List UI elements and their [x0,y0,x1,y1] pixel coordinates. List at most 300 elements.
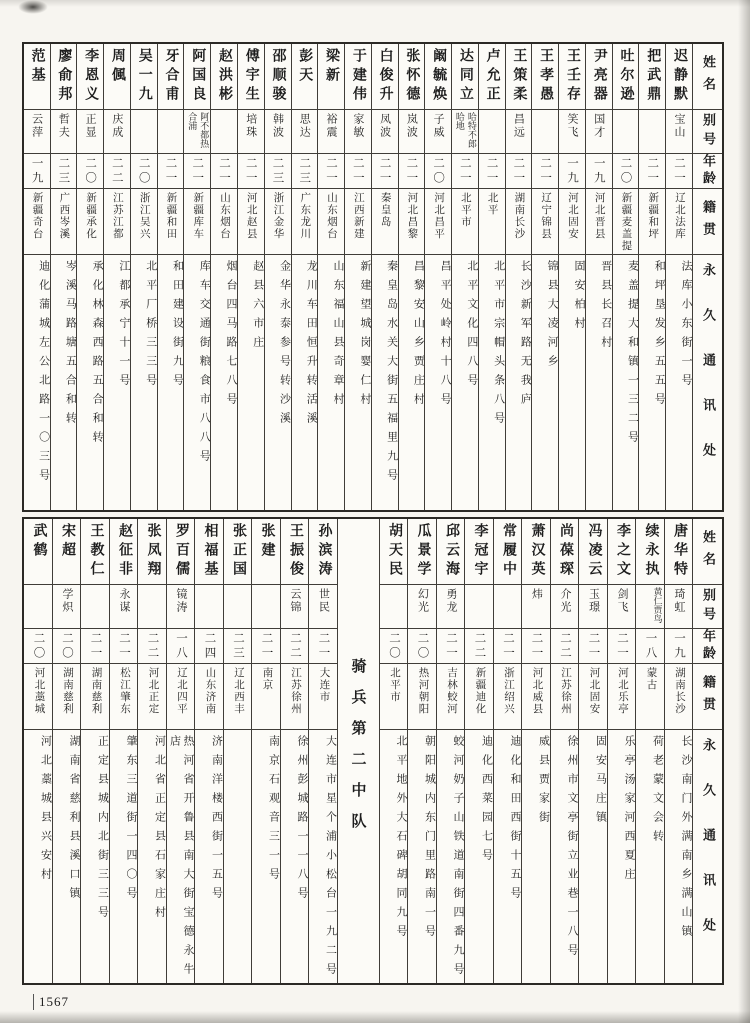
person-native-place: 河北乐亭 [608,664,636,730]
person-name: 瓜景学 [408,519,436,585]
person-age: 二一 [479,154,505,189]
person-name: 王教仁 [81,519,109,585]
person-alias: 国才 [586,110,612,154]
person-age: 二一 [252,629,280,664]
person-name: 彭天 [292,44,318,110]
person-native-place: 河北赵县 [238,189,264,255]
roster-table-lower [22,517,724,985]
person-column [407,519,436,983]
person-address: 承化林森西路五合和转 [91,260,104,450]
attribute-header-column [692,44,722,510]
person-column [52,519,81,983]
person-age: 二一 [666,154,692,189]
person-age: 二〇 [380,629,408,664]
person-alias: 学炽 [53,585,81,629]
person-native-place: 新疆麦盖提 [613,189,639,255]
person-age: 二一 [318,154,344,189]
person-native-place: 江苏徐州 [281,664,309,730]
person-age: 二一 [345,154,371,189]
person-alias: 宝山 [666,110,692,154]
person-name: 赵征非 [110,519,138,585]
header-native-place-label: 籍贯 [693,189,722,255]
person-alias [639,110,665,154]
person-alias [81,585,109,629]
person-name: 牙合甫 [158,44,184,110]
person-alias: 昌远 [506,110,532,154]
person-age: 二一 [309,629,337,664]
person-age: 二一 [81,629,109,664]
person-age: 二一 [506,154,532,189]
person-alias: 剑飞 [608,585,636,629]
person-name: 阿国良 [184,44,210,110]
person-native-place: 辽宁锦县 [532,189,558,255]
person-address: 山东福山县奇章村 [332,260,345,412]
person-native-place: 秦皇岛 [372,189,398,255]
person-alias: 岚波 [399,110,425,154]
person-address: 库车交通街粮食市八八号 [198,260,211,469]
person-name: 梁新 [318,44,344,110]
person-name: 张正国 [224,519,252,585]
person-name: 邵顺骏 [265,44,291,110]
person-age: 二一 [110,629,138,664]
person-column [223,519,252,983]
person-column [478,44,505,510]
person-native-place: 广东龙川 [292,189,318,255]
person-name: 周偑 [104,44,130,110]
person-age: 二〇 [408,629,436,664]
person-address: 河北省正定县石家庄村 [153,735,166,925]
person-native-place: 北平 [479,189,505,255]
person-alias: 镜涛 [167,585,195,629]
person-alias: 庆成 [104,110,130,154]
person-native-place: 江苏徐州 [551,664,579,730]
person-alias [24,585,52,629]
person-native-place: 浙江金华 [265,189,291,255]
person-address: 北平市宗帽头条八号 [492,260,505,431]
person-column [638,44,665,510]
person-native-place: 热河朝阳 [408,664,436,730]
person-column [505,44,532,510]
scan-smudge-top-left [18,0,48,14]
person-column [103,44,130,510]
person-alias: 永谋 [110,585,138,629]
person-native-place: 山东烟台 [211,189,237,255]
person-alias: 韩波 [265,110,291,154]
person-address: 龙川车田恒升转活溪 [305,260,318,431]
person-address: 北平厂桥三三号 [144,260,157,393]
person-age: 一八 [167,629,195,664]
person-age: 二三 [224,629,252,664]
header-address-label: 永久通讯处 [701,263,716,488]
person-native-place: 辽北西丰 [224,664,252,730]
person-address: 热河省开鲁县南大街宝德永牛店 [168,735,194,982]
person-name: 常履中 [494,519,522,585]
person-column [210,44,237,510]
person-address: 大连市星个浦小松台一九二号 [324,735,337,982]
person-column [194,519,223,983]
person-name: 罗百儒 [167,519,195,585]
person-age: 二二 [465,629,493,664]
person-address: 秦皇岛水关大街五福里九号 [385,260,398,488]
person-age: 二二 [551,629,579,664]
person-age: 二二 [281,629,309,664]
person-native-place: 湖南长沙 [665,664,693,730]
person-column [635,519,664,983]
roster-table-upper [22,42,724,512]
person-native-place: 新疆迪化 [465,664,493,730]
person-column [291,44,318,510]
person-name: 胡天民 [380,519,408,585]
person-name: 武鹤 [24,519,52,585]
person-name: 范基 [24,44,50,110]
person-alias [252,585,280,629]
person-native-place: 广西岑溪 [51,189,77,255]
person-column [130,44,157,510]
person-age: 二三 [265,154,291,189]
person-column [493,519,522,983]
person-alias: 裕震 [318,110,344,154]
person-name: 尚葆琛 [551,519,579,585]
person-column [424,44,451,510]
person-alias [532,110,558,154]
page-number: 1567 [33,994,69,1010]
person-age: 二〇 [53,629,81,664]
person-address: 正定县城内北街三三号 [96,735,109,925]
person-address: 南京石观音三一号 [267,735,280,887]
person-name: 续永执 [636,519,664,585]
person-column [558,44,585,510]
person-column [237,44,264,510]
person-name: 王壬存 [559,44,585,110]
person-address: 迪化和田西街十五号 [509,735,521,906]
person-name: 张凤翔 [138,519,166,585]
person-address: 徐州市文亭街立业巷一八号 [566,735,578,963]
person-name: 卢允正 [479,44,505,110]
person-alias [138,585,166,629]
person-address: 徐州彭城路一一八号 [296,735,308,906]
person-column [531,44,558,510]
person-alias [158,110,184,154]
person-alias [465,585,493,629]
person-age: 一九 [586,154,612,189]
person-age: 二一 [452,154,478,189]
header-address-label: 永久通讯处 [701,738,716,963]
person-address [224,730,252,983]
person-alias: 笑飞 [559,110,585,154]
person-alias [380,585,408,629]
person-alias [131,110,157,154]
person-address: 威县贾家街 [537,735,550,830]
person-native-place: 吉林蛟河 [437,664,465,730]
unit-divider-label: 骑兵第二中队 [349,658,366,844]
person-name: 达同立 [452,44,478,110]
person-alias: 云锦 [281,585,309,629]
person-name: 邱云海 [437,519,465,585]
person-name: 张建 [252,519,280,585]
person-address: 昌黎安山乡贾庄村 [412,260,425,412]
person-native-place: 大连市 [309,664,337,730]
person-age: 二一 [372,154,398,189]
person-alias: 勇龙 [437,585,465,629]
person-age: 二一 [579,629,607,664]
person-column [137,519,166,983]
person-name: 迟静默 [666,44,692,110]
person-name: 于建伟 [345,44,371,110]
person-age: 一八 [636,629,664,664]
person-native-place: 新疆奇台 [24,189,50,255]
person-alias: 玉璟 [579,585,607,629]
person-name: 孙滨涛 [309,519,337,585]
person-native-place: 河北威县 [522,664,550,730]
person-native-place: 新疆承化 [77,189,103,255]
person-native-place: 辽北法库 [666,189,692,255]
scan-edge-bottom [0,1011,750,1023]
person-age: 二〇 [425,154,451,189]
person-column [371,44,398,510]
roster-frame [22,42,724,985]
person-address: 济南洋楼西街一五号 [210,735,223,906]
person-address: 湖南省慈利县溪口镇 [68,735,80,906]
person-native-place: 辽北四平 [167,664,195,730]
person-age: 二三 [292,154,318,189]
unit-divider-column [337,519,379,983]
person-alias: 子威 [425,110,451,154]
person-age: 二一 [238,154,264,189]
person-native-place: 湖南慈利 [81,664,109,730]
person-alias: 琦虹 [665,585,693,629]
person-column [157,44,184,510]
person-address: 迪化西菜园七号 [480,735,493,868]
person-column [665,44,692,510]
person-native-place: 江西新建 [345,189,371,255]
person-age: 一九 [665,629,693,664]
person-name: 李恩义 [77,44,103,110]
person-address: 锦县大凌河乡 [546,260,559,374]
person-native-place: 山东烟台 [318,189,344,255]
person-column [578,519,607,983]
person-native-place: 浙江吴兴 [131,189,157,255]
person-column [585,44,612,510]
person-age: 二一 [532,154,558,189]
header-name-label: 姓名 [693,519,722,585]
person-native-place: 北平市 [380,664,408,730]
person-native-place: 河北藁城 [24,664,52,730]
person-native-place: 新疆和田 [158,189,184,255]
person-age: 二三 [51,154,77,189]
person-column [550,519,579,983]
header-alias-label: 别号 [693,110,722,154]
header-alias-label: 别号 [693,585,722,629]
person-column [436,519,465,983]
person-age: 二一 [184,154,210,189]
person-name: 尹亮器 [586,44,612,110]
person-address: 新建望城岗婴仁村 [358,260,371,412]
person-address: 北平地外大石碑胡同九号 [395,735,407,944]
person-alias: 介光 [551,585,579,629]
person-column [612,44,639,510]
person-age: 二〇 [613,154,639,189]
person-column [251,519,280,983]
person-native-place: 新疆和坪 [639,189,665,255]
person-address: 河北藁城县兴安村 [39,735,52,887]
person-column [607,519,636,983]
person-column [264,44,291,510]
person-alias [479,110,505,154]
person-age: 二〇 [24,629,52,664]
person-native-place: 浙江绍兴 [494,664,522,730]
person-address: 烟台四马路七八号 [224,260,237,412]
person-address: 法库小东街一号 [680,260,692,393]
person-age: 二一 [522,629,550,664]
person-column [166,519,195,983]
person-column [80,519,109,983]
person-alias [613,110,639,154]
person-address: 江都承宁十一号 [117,260,130,393]
person-column [379,519,408,983]
person-name: 冯凌云 [579,519,607,585]
person-column [451,44,478,510]
person-alias: 哲夫 [51,110,77,154]
header-age-label: 年龄 [693,154,722,189]
person-age: 二一 [158,154,184,189]
person-name: 阚毓焕 [425,44,451,110]
person-alias: 炜 [522,585,550,629]
person-alias: 阿不都热合浦 [184,110,210,154]
person-address: 麦盖提大和镇一三二号 [626,260,639,450]
header-native-place-label: 籍贯 [693,664,722,730]
person-native-place: 河北昌平 [425,189,451,255]
person-alias: 云萍 [24,110,50,154]
person-alias: 哈特不郎哈地 [452,110,478,154]
person-address: 固安马庄镇 [594,735,607,830]
person-alias [211,110,237,154]
person-name: 王孝愚 [532,44,558,110]
person-alias [224,585,252,629]
person-native-place: 松江肇东 [110,664,138,730]
person-column [398,44,425,510]
person-age: 一九 [559,154,585,189]
person-native-place: 南京 [252,664,280,730]
person-column [280,519,309,983]
person-name: 相福基 [195,519,223,585]
person-address: 蛟河奶子山铁道南街四番九号 [452,735,464,982]
person-column [50,44,77,510]
person-age: 二一 [437,629,465,664]
person-address: 长沙新军路无我庐 [519,260,532,412]
person-alias: 凤波 [372,110,398,154]
person-age: 二一 [211,154,237,189]
person-address: 肇东三道街一四〇号 [125,735,137,906]
person-native-place: 山东济南 [195,664,223,730]
person-address: 岑溪马路塘五合和转 [64,260,77,431]
person-native-place: 河北固安 [559,189,585,255]
person-column [521,519,550,983]
person-address: 昌平处岭村十八号 [439,260,452,412]
person-name: 王策柔 [506,44,532,110]
person-native-place: 蒙古 [636,664,664,730]
person-address: 荷老蒙文会转 [651,735,664,849]
person-alias [195,585,223,629]
person-age: 二〇 [131,154,157,189]
person-alias: 培珠 [238,110,264,154]
person-address: 固安柏村 [572,260,585,336]
person-native-place: 湖南慈利 [53,664,81,730]
person-name: 吴一九 [131,44,157,110]
person-address: 北平文化四八号 [465,260,478,393]
person-column [109,519,138,983]
person-alias: 世民 [309,585,337,629]
person-name: 萧汉英 [522,519,550,585]
person-name: 宋超 [53,519,81,585]
person-address: 朝阳城内东门里路南一号 [423,735,436,944]
person-name: 白俊升 [372,44,398,110]
person-column [664,519,693,983]
person-age: 二四 [195,629,223,664]
person-native-place: 江苏江都 [104,189,130,255]
person-address: 长沙南门外满南乡满山镇 [680,735,692,944]
person-column [24,44,50,510]
scan-edge-right [738,0,750,1023]
attribute-header-column [692,519,722,983]
person-alias: 正显 [77,110,103,154]
person-column [308,519,337,983]
person-column [344,44,371,510]
person-native-place: 河北晋县 [586,189,612,255]
person-alias: 家敏 [345,110,371,154]
person-age: 二一 [608,629,636,664]
scan-edge-top [0,0,750,7]
person-column [76,44,103,510]
person-age: 一九 [24,154,50,189]
person-name: 唐华特 [665,519,693,585]
person-native-place: 北平市 [452,189,478,255]
header-name-label: 姓名 [693,44,722,110]
person-name: 傅宇生 [238,44,264,110]
person-age: 二二 [104,154,130,189]
person-name: 张怀德 [399,44,425,110]
person-address: 乐亭汤家河西夏庄 [623,735,635,887]
person-column [317,44,344,510]
person-address: 金华永泰参号转沙溪 [278,260,291,431]
person-address: 赵县六市庄 [251,260,264,355]
person-alias: 黄仁贾鸟 [636,585,664,629]
person-name: 吐尔逊 [613,44,639,110]
person-age: 二一 [399,154,425,189]
person-native-place: 河北固安 [579,664,607,730]
person-native-place: 新疆库车 [184,189,210,255]
person-age: 二二 [138,629,166,664]
person-age: 二〇 [77,154,103,189]
person-alias: 幻光 [408,585,436,629]
person-alias: 思达 [292,110,318,154]
person-column [24,519,52,983]
person-native-place: 河北正定 [138,664,166,730]
person-column [183,44,210,510]
person-address: 晋县长召村 [599,260,612,355]
person-name: 把武鼎 [639,44,665,110]
person-alias [494,585,522,629]
person-address: 和坪垦发乡五五号 [653,260,666,412]
person-column [464,519,493,983]
header-age-label: 年龄 [693,629,722,664]
person-name: 李之文 [608,519,636,585]
person-name: 王振俊 [281,519,309,585]
person-native-place: 湖南长沙 [506,189,532,255]
person-native-place: 河北昌黎 [399,189,425,255]
person-name: 赵洪彬 [211,44,237,110]
person-name: 李冠宇 [465,519,493,585]
person-address: 迪化蒲城左公北路一〇三号 [37,260,50,488]
